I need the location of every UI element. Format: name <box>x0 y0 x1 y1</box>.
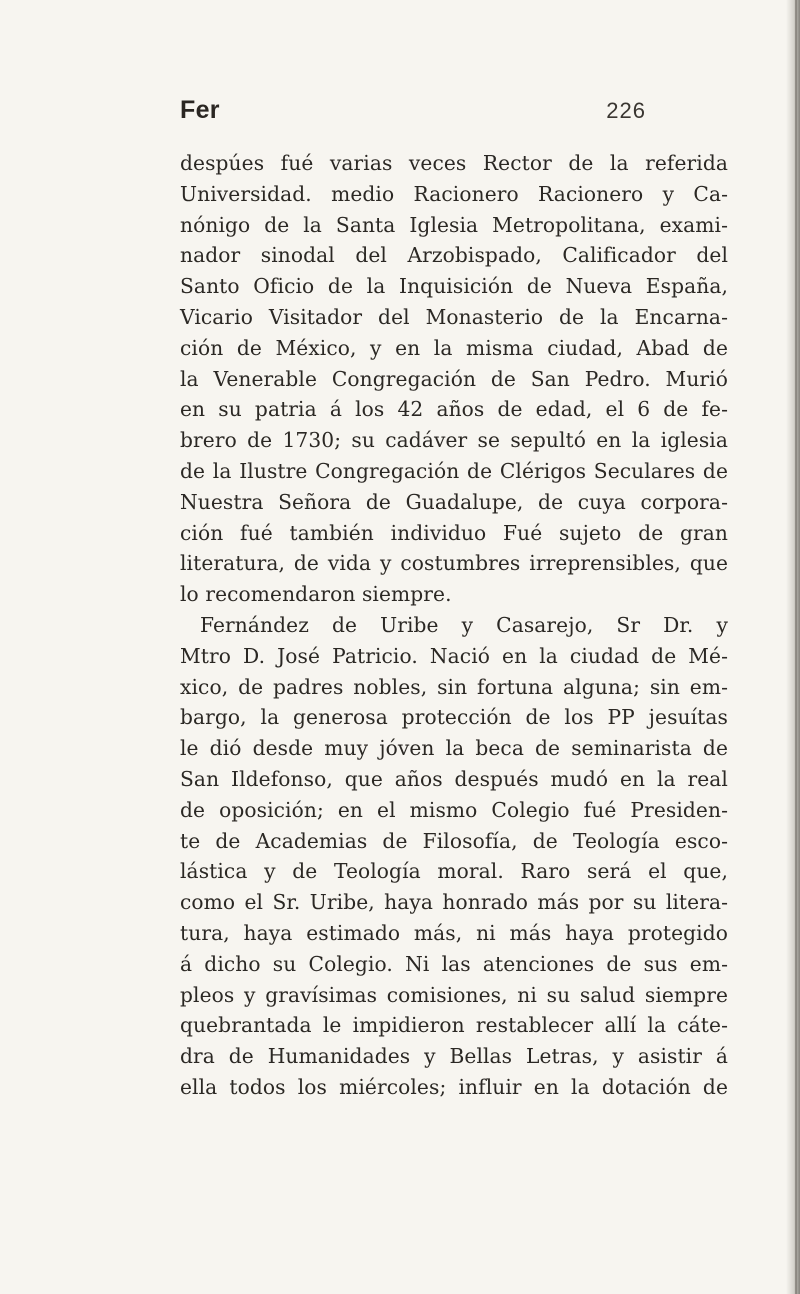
text-line: ción fué también individuo Fué sujeto de gran <box>180 520 728 545</box>
text-line: te de Academias de Filosofía, de Teología esco- <box>180 828 728 853</box>
text-line: xico, de padres nobles, sin fortuna alguna; sin em- <box>180 674 728 699</box>
text-line: lástica y de Teología moral. Raro será el que, <box>180 859 728 884</box>
text-line: dra de Humanidades y Bellas Letras, y asistir á <box>180 1044 728 1069</box>
text-line: brero de 1730; su cadáver se sepultó en la iglesia <box>180 428 728 453</box>
text-line: en su patria á los 42 años de edad, el 6 de fe- <box>180 397 728 422</box>
text-line: nónigo de la Santa Iglesia Metropolitana, exami- <box>180 212 728 237</box>
text-line: de oposición; en el mismo Colegio fué Presiden- <box>180 797 728 822</box>
body-text <box>180 148 728 1103</box>
text-line: despúes fué varias veces Rector de la referida <box>180 151 728 175</box>
text-line: Universidad. medio Racionero Racionero y Ca- <box>180 181 728 206</box>
text-line: literatura, de vida y costumbres irreprensibles, que <box>180 551 728 576</box>
text-line: Vicario Visitador del Monasterio de la Encarna- <box>180 304 728 329</box>
text-line: pleos y gravísimas comisiones, ni su salud siempre <box>180 982 728 1007</box>
text-line: á dicho su Colegio. Ni las atenciones de sus em- <box>180 951 728 976</box>
text-line: bargo, la generosa protección de los PP jesuítas <box>180 705 728 730</box>
text-line: ella todos los miércoles; influir en la dotación de <box>180 1074 728 1099</box>
entry-heading-line: Fernández de Uribe y Casarejo, Sr Dr. y <box>200 612 728 637</box>
text-line: ción de México, y en la misma ciudad, Abad de <box>180 335 728 360</box>
page-edge-line <box>795 0 797 1294</box>
text-line: lo recomendaron siempre. <box>180 582 452 607</box>
text-line: como el Sr. Uribe, haya honrado más por su litera- <box>180 890 728 915</box>
text-line: Nuestra Señora de Guadalupe, de cuya corpora- <box>180 489 728 514</box>
page-header <box>180 96 646 132</box>
running-head: Fer <box>180 96 220 124</box>
text-line: quebrantada le impidieron restablecer allí la cáte- <box>180 1013 728 1038</box>
text-line: Santo Oficio de la Inquisición de Nueva España, <box>180 274 728 299</box>
text-line: Mtro D. José Patricio. Nació en la ciudad de Mé- <box>180 643 728 668</box>
page-edge-shadow <box>786 0 800 1294</box>
text-line: de la Ilustre Congregación de Clérigos Seculares de <box>180 458 728 483</box>
text-line: nador sinodal del Arzobispado, Calificador del <box>180 243 728 268</box>
text-line: le dió desde muy jóven la beca de seminarista de <box>180 736 728 761</box>
text-line: tura, haya estimado más, ni más haya protegido <box>180 920 728 945</box>
text-line: la Venerable Congregación de San Pedro. Murió <box>180 366 728 391</box>
page-number: 226 <box>606 98 646 123</box>
text-line: San Ildefonso, que años después mudó en la real <box>180 766 728 791</box>
